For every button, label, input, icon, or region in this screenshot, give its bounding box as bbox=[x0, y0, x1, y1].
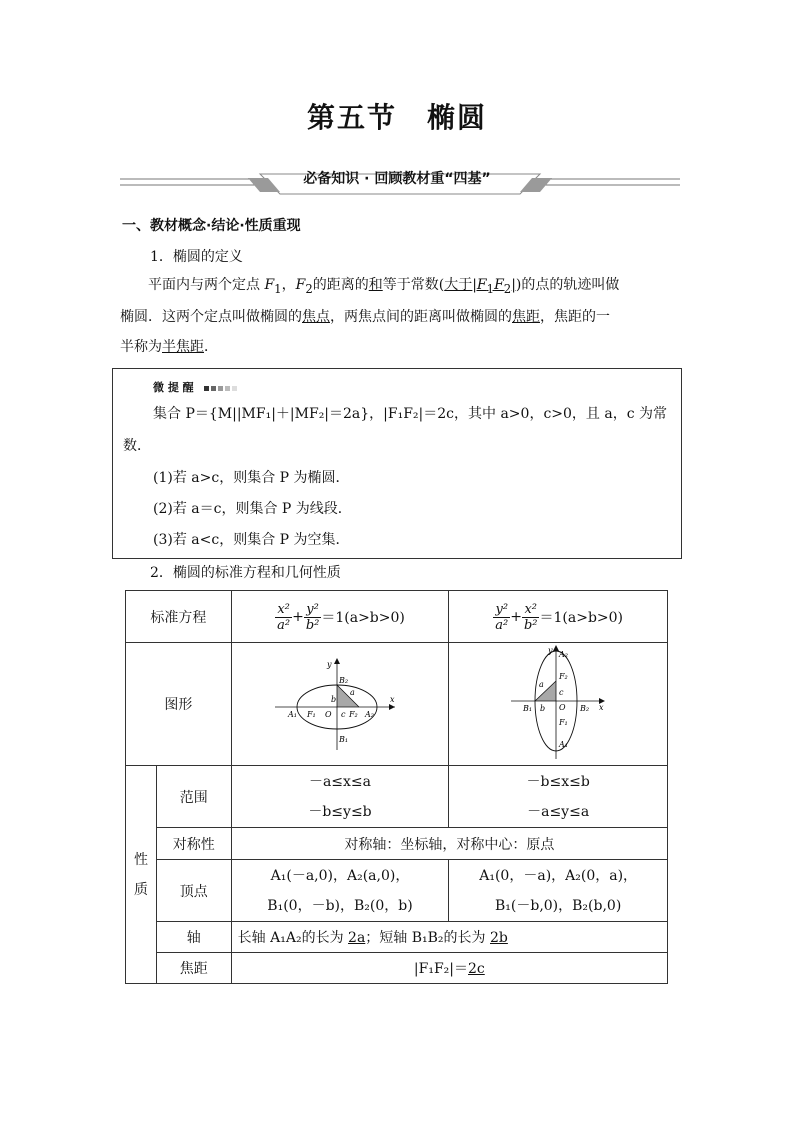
figure-header: 图形 bbox=[126, 643, 232, 766]
svg-text:B₁: B₁ bbox=[338, 735, 349, 744]
properties-char-1: 性 bbox=[133, 851, 148, 868]
definition-paragraph: 平面内与两个定点 $F_1$，$F_2$的距离的和等于常数(大于$|F_1F_2|$)的点的轨迹叫做 bbox=[148, 277, 620, 296]
tip-dots-icon bbox=[204, 381, 239, 394]
eq-horizontal: $\frac{\text{x²}}{\text{a²}}$ + $\frac{\text{y²}}{\text{b²}}$ ＝1(a>b>0) bbox=[231, 591, 449, 643]
tip-case-1: (1)若 a>c，则集合 P 为椭圆． bbox=[153, 470, 350, 486]
svg-text:c: c bbox=[559, 688, 564, 697]
properties-header bbox=[126, 766, 157, 984]
table-row bbox=[126, 591, 668, 643]
horizontal-ellipse-diagram bbox=[275, 652, 405, 752]
svg-text:x: x bbox=[389, 695, 395, 704]
table-row bbox=[126, 643, 668, 766]
svg-text:c: c bbox=[340, 710, 346, 719]
svg-text:a: a bbox=[349, 688, 355, 697]
svg-text:O: O bbox=[559, 703, 566, 712]
svg-text:b: b bbox=[330, 695, 337, 704]
vertex-vertical: A₁(0，－a)，A₂(0，a)， B₁(－b,0)，B₂(b,0) bbox=[449, 860, 668, 922]
svg-text:y: y bbox=[548, 646, 553, 655]
symmetry-header: 对称性 bbox=[156, 828, 231, 860]
subheading-definition: 1．椭圆的定义 bbox=[150, 249, 243, 265]
range-vertical: －b≤x≤b －a≤y≤a bbox=[449, 766, 668, 828]
definition-paragraph-3: 半称为半焦距． bbox=[120, 339, 218, 355]
svg-text:F₂: F₂ bbox=[559, 672, 568, 681]
symmetry-value: 对称轴：坐标轴，对称中心：原点 bbox=[231, 828, 667, 860]
figure-vertical-cell bbox=[449, 643, 668, 766]
tip-box bbox=[112, 368, 682, 559]
tip-case-2: (2)若 a＝c，则集合 P 为线段． bbox=[153, 501, 352, 517]
svg-text:F₂: F₂ bbox=[348, 710, 358, 719]
table-row bbox=[126, 828, 668, 860]
focal-header: 焦距 bbox=[156, 953, 231, 984]
svg-text:a: a bbox=[539, 680, 544, 689]
svg-text:B₂: B₂ bbox=[580, 704, 590, 713]
svg-text:B₂: B₂ bbox=[338, 676, 349, 685]
definition-paragraph-2: 椭圆．这两个定点叫做椭圆的焦点，两焦点间的距离叫做椭圆的焦距，焦距的一 bbox=[120, 309, 610, 325]
vertex-header: 顶点 bbox=[156, 860, 231, 922]
tip-line-1: 集合 P＝{M||MF₁|＋|MF₂|＝2a}，|F₁F₂|＝2c，其中 a>0，c>0，且 a，c 为常 bbox=[153, 406, 668, 422]
banner-text: 必备知识 · 回顾教材重“四基” bbox=[303, 171, 491, 187]
std-eq-header: 标准方程 bbox=[126, 591, 232, 643]
table-row bbox=[126, 860, 668, 922]
svg-text:A₂: A₂ bbox=[364, 710, 374, 719]
tip-case-3: (3)若 a<c，则集合 P 为空集． bbox=[153, 532, 350, 548]
focal-value: |F₁F₂|＝2c bbox=[231, 953, 667, 984]
svg-text:y: y bbox=[326, 660, 332, 669]
range-header: 范围 bbox=[156, 766, 231, 828]
svg-text:A₁: A₁ bbox=[287, 710, 297, 719]
page-title: 第五节 椭圆 bbox=[306, 101, 487, 134]
svg-text:B₁: B₁ bbox=[523, 704, 533, 713]
ellipse-properties-table bbox=[125, 590, 668, 984]
svg-text:F₁: F₁ bbox=[306, 710, 316, 719]
svg-text:b: b bbox=[540, 704, 546, 713]
tip-label: 微 提 醒 bbox=[153, 379, 239, 395]
vertex-horizontal: A₁(－a,0)，A₂(a,0)， B₁(0，－b)，B₂(0，b) bbox=[231, 860, 449, 922]
table-row bbox=[126, 953, 668, 984]
section-heading: 一、教材概念·结论·性质重现 bbox=[122, 218, 301, 234]
axis-value: 长轴 A₁A₂的长为 2a；短轴 B₁B₂的长为 2b bbox=[231, 922, 667, 953]
svg-text:A₂: A₂ bbox=[559, 650, 569, 659]
tip-line-2: 数． bbox=[123, 438, 151, 454]
svg-text:x: x bbox=[599, 703, 604, 712]
properties-char-2: 质 bbox=[133, 881, 148, 898]
svg-text:O: O bbox=[324, 710, 332, 719]
axis-header: 轴 bbox=[156, 922, 231, 953]
table-row bbox=[126, 766, 668, 828]
svg-text:A₁: A₁ bbox=[559, 740, 569, 749]
range-horizontal: －a≤x≤a －b≤y≤b bbox=[231, 766, 449, 828]
svg-text:F₁: F₁ bbox=[559, 718, 568, 727]
eq-vertical: $\frac{\text{y²}}{\text{a²}}$ + $\frac{\text{x²}}{\text{b²}}$ ＝1(a>b>0) bbox=[449, 591, 668, 643]
subheading-properties: 2．椭圆的标准方程和几何性质 bbox=[150, 565, 341, 581]
vertical-ellipse-diagram bbox=[493, 643, 623, 761]
figure-horizontal-cell bbox=[231, 643, 449, 766]
table-row bbox=[126, 922, 668, 953]
